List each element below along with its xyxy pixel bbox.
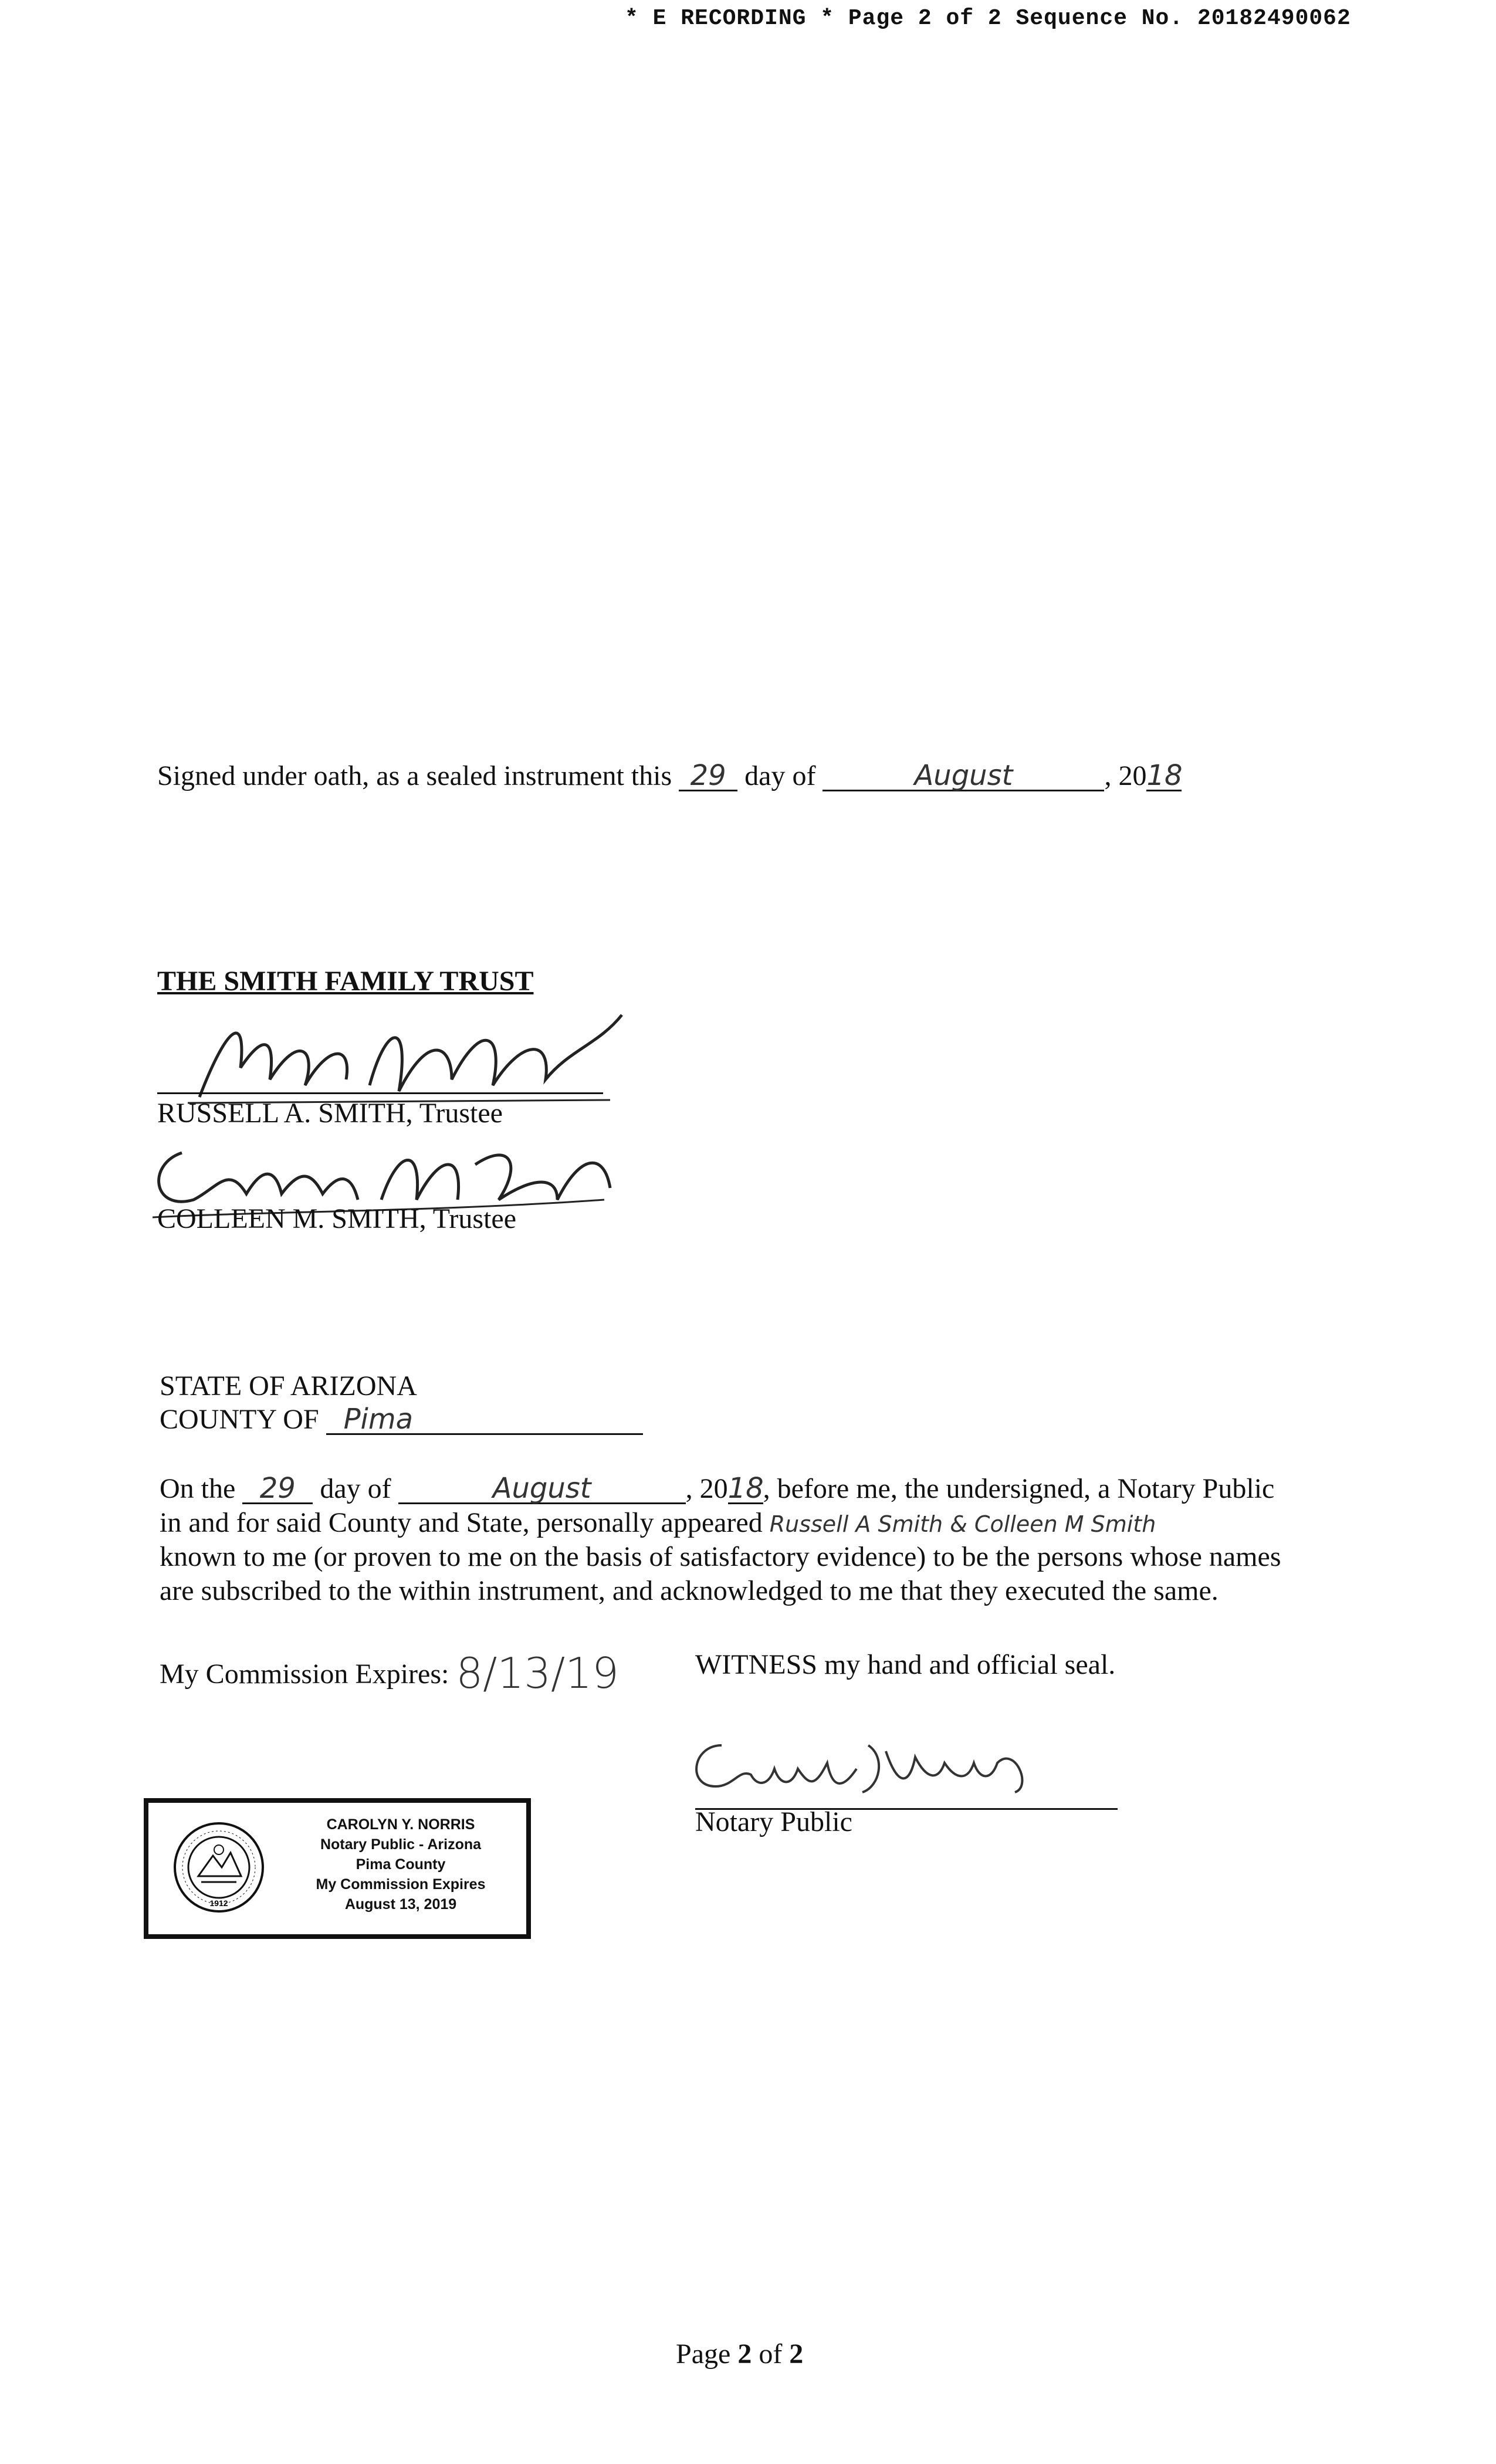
stamp-expires-label: My Commission Expires xyxy=(316,1876,486,1893)
county-line xyxy=(160,1403,643,1436)
ack-line1-rest: , before me, the undersigned, a Notary Public xyxy=(763,1473,1275,1504)
footer-page-num: 2 xyxy=(737,2338,752,2370)
state-heading: STATE OF ARIZONA xyxy=(160,1370,417,1402)
stamp-county: Pima County xyxy=(356,1856,446,1873)
notary-stamp xyxy=(144,1798,531,1939)
ack-line-3: known to me (or proven to me on the basis of satisfactory evidence) to be the persons whose names xyxy=(160,1541,1281,1572)
signed-day-value: 29 xyxy=(679,761,737,791)
ack-year-value: 18 xyxy=(727,1472,764,1505)
seal-year: 1912 xyxy=(209,1898,228,1908)
ack-line-2 xyxy=(160,1507,1156,1539)
arizona-seal-icon xyxy=(172,1820,266,1914)
footer-page-prefix: Page xyxy=(676,2338,731,2370)
witness-line: WITNESS my hand and official seal. xyxy=(695,1649,1116,1680)
signature-notary xyxy=(686,1734,1109,1816)
ack-line-1 xyxy=(160,1473,1274,1505)
ack-day-value: 29 xyxy=(242,1474,313,1504)
ack-year-prefix: , 20 xyxy=(685,1473,728,1504)
signer2-label: COLLEEN M. SMITH, Trustee xyxy=(157,1203,517,1234)
ack-month-value: August xyxy=(398,1474,686,1504)
signed-year-value: 18 xyxy=(1146,759,1183,792)
commission-label: My Commission Expires: xyxy=(160,1659,449,1690)
commission-line xyxy=(160,1649,619,1698)
ack-appeared-names: Russell A Smith & Colleen M Smith xyxy=(769,1511,1156,1537)
ack-day-of: day of xyxy=(320,1473,391,1504)
stamp-expires-date: August 13, 2019 xyxy=(344,1896,457,1913)
notary-public-label: Notary Public xyxy=(695,1806,852,1837)
footer-page-of: of xyxy=(759,2338,783,2370)
signed-day-of: day of xyxy=(744,760,816,791)
signed-year-prefix: , 20 xyxy=(1104,760,1147,791)
county-label: COUNTY OF xyxy=(160,1404,319,1435)
signed-prefix: Signed under oath, as a sealed instrument this xyxy=(157,760,672,791)
stamp-title: Notary Public - Arizona xyxy=(320,1836,482,1853)
trust-name: THE SMITH FAMILY TRUST xyxy=(157,966,534,997)
ack-on-the: On the xyxy=(160,1473,236,1504)
footer-page-total: 2 xyxy=(789,2338,804,2370)
county-value: Pima xyxy=(326,1405,643,1435)
recording-header: * E RECORDING * Page 2 of 2 Sequence No. 20182490062 xyxy=(625,6,1351,31)
commission-value: 8/13/19 xyxy=(456,1649,619,1698)
stamp-name: CAROLYN Y. NORRIS xyxy=(326,1816,475,1833)
signed-month-value: August xyxy=(823,761,1104,791)
ack-line-4: are subscribed to the within instrument, and acknowledged to me that they executed the same. xyxy=(160,1575,1219,1606)
ack-line2-prefix: in and for said County and State, personally appeared xyxy=(160,1507,763,1538)
signer1-label: RUSSELL A. SMITH, Trustee xyxy=(157,1098,503,1129)
page-footer xyxy=(676,2338,803,2370)
signed-under-oath-line xyxy=(157,760,1182,792)
